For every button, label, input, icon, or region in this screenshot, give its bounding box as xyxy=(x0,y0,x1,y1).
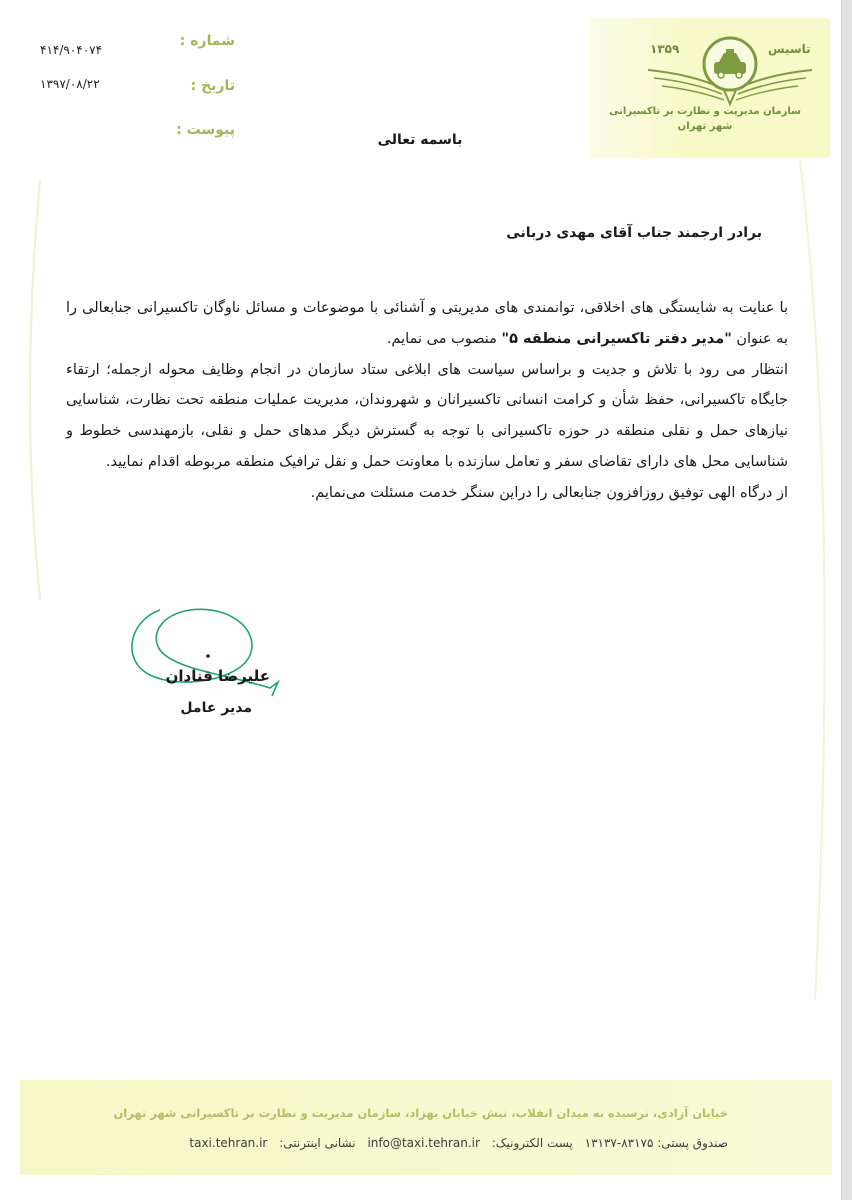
footer-email-label: پست الکترونیک: xyxy=(491,1136,573,1150)
footer-pobox: صندوق پستی: ۸۳۱۷۵-۱۳۱۳۷ xyxy=(584,1136,728,1150)
footer-email: info@taxi.tehran.ir xyxy=(367,1136,480,1150)
letter-body xyxy=(66,293,788,509)
attachment-label: پیوست : xyxy=(176,122,235,138)
appointment-title-emphasis: "مدیر دفتر تاکسیرانی منطقه ۵" xyxy=(501,330,732,347)
organization-name-line1: سازمان مدیریت و نظارت بر تاکسیرانی xyxy=(609,106,801,117)
paragraph-appointment-part2: منصوب می نمایم. xyxy=(386,330,502,347)
established-label: تاسیس xyxy=(768,42,811,56)
paragraph-appointment xyxy=(66,293,788,355)
established-year: ۱۳۵۹ xyxy=(650,42,680,56)
footer-website: taxi.tehran.ir xyxy=(189,1136,268,1150)
paragraph-closing: از درگاه الهی توفیق روزافزون جنابعالی را دراین سنگر خدمت مسئلت می‌نمایم. xyxy=(310,484,788,501)
organization-name-line2: شهر تهران xyxy=(677,121,733,132)
footer-website-label: نشانی اینترنتی: xyxy=(279,1136,356,1150)
paragraph-expectations: انتظار می رود با تلاش و جدیت و براساس سیاست های ابلاغی ستاد سازمان در انجام وظایف محوله ازجمله؛ ارتقاء جایگاه تاکسیرانی، حفظ شأن و کرامت انسانی تاکسیرانان و شهروندان، مدیریت عملیات منطقه تحت نظارت، شناسایی نیازهای حمل و نقلی منطقه در حوزه تاکسیرانی با توجه به گسترش دیگر مدهای حمل و نقلی، بازمهندسی خطوط و شناسایی محل های دارای تقاضای سفر و تعامل سازنده با معاونت حمل و نقل ترافیک منطقه مربوطه اقدام نمایید. xyxy=(66,361,788,470)
date-label: تاریخ : xyxy=(190,78,235,94)
number-label: شماره : xyxy=(179,33,235,49)
recipient-line: برادر ارجمند جناب آقای مهدی دربانی xyxy=(506,225,762,241)
date-value: ۱۳۹۷/۰۸/۲۲ xyxy=(40,77,100,91)
handwritten-signature xyxy=(120,600,290,710)
footer-contact-line xyxy=(128,1136,728,1150)
number-value: ۴۱۴/۹۰۴۰۷۴ xyxy=(40,43,103,57)
signer-name: علیرضا قنادان xyxy=(165,667,270,685)
footer-band xyxy=(20,1080,832,1175)
organization-name xyxy=(600,104,810,134)
footer-address: خیابان آزادی، نرسیده به میدان انقلاب، نبش خیابان بهزاد، سازمان مدیریت و نظارت بر تاکسیرانی شهر تهران xyxy=(113,1106,728,1120)
paragraph-appointment-part1: با عنایت به شایستگی های اخلاقی، توانمندی های مدیریتی و آشنائی با موضوعات و مسائل ناوگان تاکسیرانی جنابعالی را به عنوان xyxy=(66,300,788,347)
signer-title: مدیر عامل xyxy=(180,700,252,716)
salutation-heading: باسمه تعالی xyxy=(377,132,463,148)
